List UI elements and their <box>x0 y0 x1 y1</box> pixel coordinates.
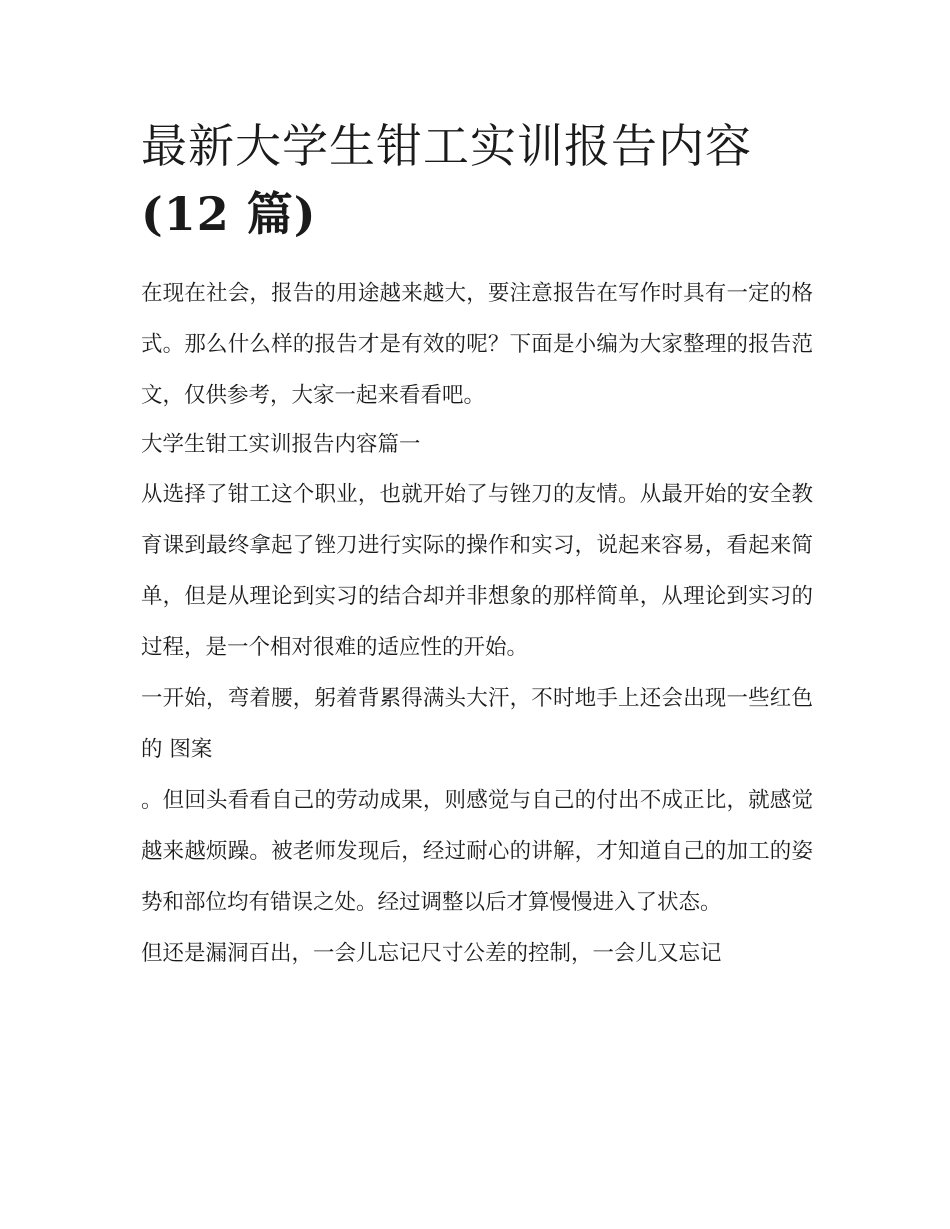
section-heading: 大学生钳工实训报告内容篇一 <box>141 432 421 457</box>
document-body <box>141 268 813 979</box>
document-title <box>141 112 813 248</box>
document-page <box>141 112 813 979</box>
body-paragraph: 从选择了钳工这个职业，也就开始了与锉刀的友情。从最开始的安全教育课到最终拿起了锉刀进行实际的操作和实习，说起来容易，看起来简单，但是从理论到实习的结合却并非想象的那样简单，从理论到实习的过程，是一个相对很难的适应性的开始。 <box>141 482 813 660</box>
title-line-2: (12 篇) <box>141 187 317 241</box>
title-line-1: 最新大学生钳工实训报告内容 <box>141 119 752 173</box>
intro-paragraph: 在现在社会，报告的用途越来越大，要注意报告在写作时具有一定的格式。那么什么样的报告才是有效的呢？下面是小编为大家整理的报告范文，仅供参考，大家一起来看看吧。 <box>141 281 813 408</box>
body-paragraph: 但还是漏洞百出，一会儿忘记尺寸公差的控制，一会儿又忘记 <box>141 941 722 966</box>
body-paragraph: 一开始，弯着腰，躬着背累得满头大汗，不时地手上还会出现一些红色的 图案 <box>141 686 813 762</box>
body-paragraph: 。但回头看看自己的劳动成果，则感觉与自己的付出不成正比，就感觉越来越烦躁。被老师发现后，经过耐心的讲解，才知道自己的加工的姿势和部位均有错误之处。经过调整以后才算慢慢进入了状态。 <box>141 788 813 915</box>
